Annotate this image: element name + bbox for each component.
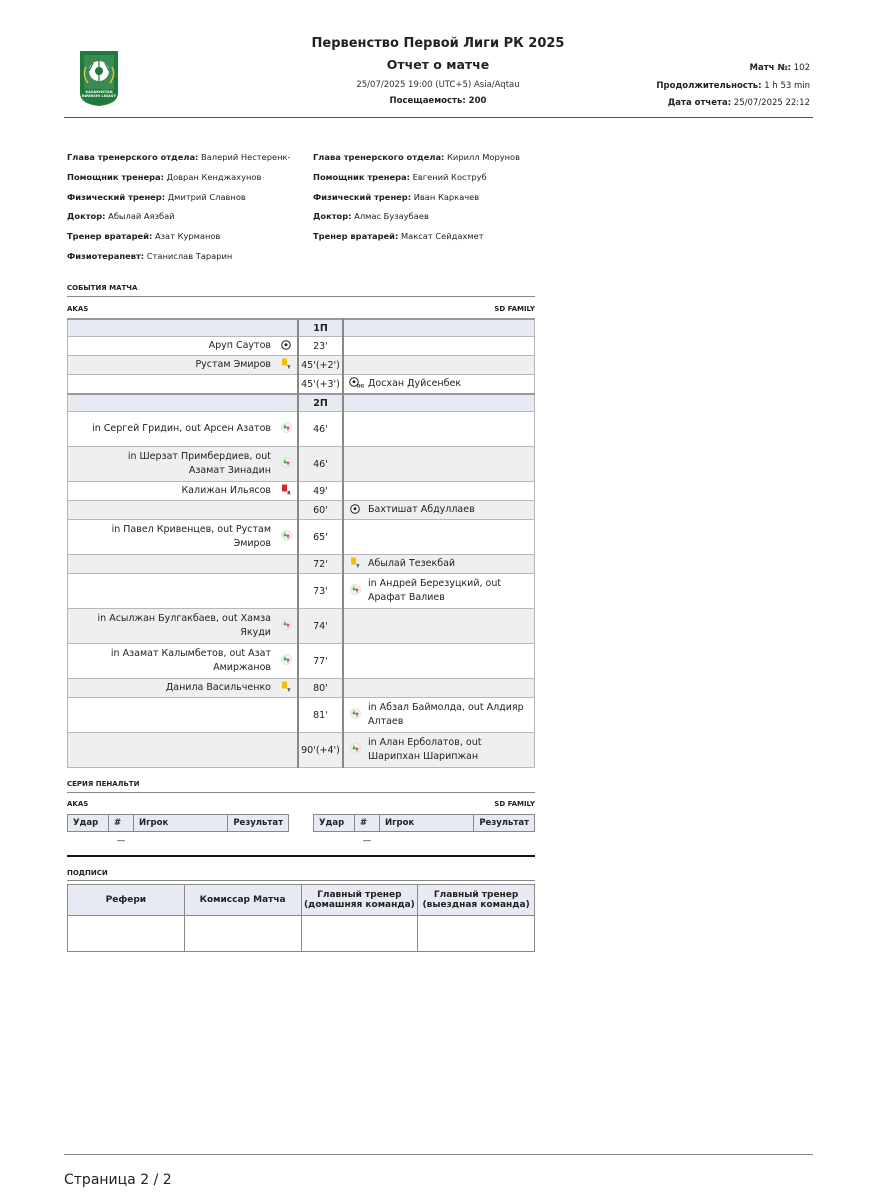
- sig-away-coach-box: [418, 916, 535, 952]
- yellow-card-icon: [281, 681, 292, 695]
- home-event-cell: [68, 644, 276, 679]
- header-divider: [64, 117, 813, 118]
- yellow-card-icon: [281, 358, 292, 372]
- event-row: [68, 609, 535, 644]
- away-event-cell: [366, 447, 535, 482]
- away-event-icon-cell: [343, 520, 366, 555]
- home-event-icon-cell: [275, 447, 298, 482]
- match-number-value: 102: [793, 63, 810, 73]
- goal-icon: [281, 340, 291, 353]
- home-event-text: Аруп Саутов: [208, 340, 271, 351]
- away-event-icon-cell: [343, 609, 366, 644]
- home-event-cell: [68, 337, 276, 356]
- svg-text:Y: Y: [355, 564, 360, 570]
- home-event-text: in Сергей Гридин, out Арсен Азатов: [92, 423, 271, 434]
- col-result: Результат: [474, 815, 535, 832]
- away-event-icon-cell: [343, 555, 366, 574]
- half-left-cell: [68, 394, 299, 412]
- away-event-icon-cell: [343, 447, 366, 482]
- away-event-icon-cell: [343, 337, 366, 356]
- match-number: [750, 63, 810, 73]
- logo-text: KAZAKHSTAN BIRINSHI LIGASY: [82, 90, 116, 99]
- event-minute: 72': [298, 555, 343, 574]
- away-event-icon-cell: [343, 733, 366, 768]
- away-staff-list: [313, 152, 520, 251]
- penalties-divider: [67, 792, 535, 793]
- svg-text:Y: Y: [286, 688, 291, 694]
- event-row: [68, 356, 535, 375]
- away-event-cell: [366, 520, 535, 555]
- penalties-away-team: SD FAMILY: [494, 800, 535, 808]
- away-event-icon-cell: [343, 574, 366, 609]
- event-minute: 90'(+4'): [298, 733, 343, 768]
- home-event-icon-cell: [275, 644, 298, 679]
- event-minute: 81': [298, 698, 343, 733]
- events-divider: [67, 296, 535, 297]
- yellow-card-icon: [350, 557, 361, 571]
- penalties-bottom-rule: [67, 855, 535, 857]
- substitution-icon: [281, 619, 292, 633]
- col-kick: Удар: [68, 815, 109, 832]
- penalties-home-team: AKAS: [67, 800, 89, 808]
- substitution-icon: [281, 654, 292, 668]
- home-event-text: Калижан Ильясов: [181, 485, 271, 496]
- away-event-icon-cell: [343, 356, 366, 375]
- event-minute: 73': [298, 574, 343, 609]
- half-label: 1П: [298, 319, 343, 337]
- home-penalty-table: [67, 814, 289, 850]
- event-minute: 60': [298, 501, 343, 520]
- away-event-icon-cell: [343, 482, 366, 501]
- event-minute: 23': [298, 337, 343, 356]
- substitution-icon: [281, 422, 292, 436]
- away-event-cell: [366, 375, 535, 395]
- away-event-cell: [366, 337, 535, 356]
- home-staff-row: Помощник тренера: Довран Кенджахунов: [67, 171, 262, 182]
- page-number: Страница 2 / 2: [64, 1172, 172, 1188]
- home-staff-row: Физический тренер: Дмитрий Славнов: [67, 191, 246, 202]
- home-staff-row: Глава тренерского отдела: Валерий Нестеренк-: [67, 152, 291, 162]
- event-row: [68, 447, 535, 482]
- footer-divider: [64, 1154, 813, 1155]
- home-event-cell: [68, 501, 276, 520]
- home-event-text: Рустам Эмиров: [195, 359, 271, 370]
- event-minute: 45'(+2'): [298, 356, 343, 375]
- half-1-header: [68, 319, 535, 337]
- col-player: Игрок: [134, 815, 228, 832]
- home-event-icon-cell: [275, 412, 298, 447]
- event-row: [68, 501, 535, 520]
- home-event-icon-cell: [275, 733, 298, 768]
- home-event-cell: [68, 679, 276, 698]
- events-home-team: AKAS: [67, 305, 89, 313]
- events-away-team: SD FAMILY: [494, 305, 535, 313]
- away-event-cell: [366, 482, 535, 501]
- away-staff-row: Тренер вратарей: Максат Сейдахмет: [313, 231, 484, 242]
- away-event-icon-cell: [343, 412, 366, 447]
- events-section-title: СОБЫТИЯ МАТЧА: [67, 284, 138, 292]
- home-event-cell: [68, 375, 276, 395]
- away-penalty-table: [313, 814, 535, 850]
- home-event-icon-cell: [275, 698, 298, 733]
- home-event-cell: [68, 698, 276, 733]
- home-event-cell: [68, 447, 276, 482]
- penalties-section-title: СЕРИЯ ПЕНАЛЬТИ: [67, 780, 140, 788]
- half-2-header: [68, 394, 535, 412]
- substitution-icon: [350, 743, 361, 757]
- away-event-cell: [366, 609, 535, 644]
- away-event-text: Абылай Тезекбай: [368, 558, 456, 569]
- svg-text:OG: OG: [356, 384, 365, 390]
- home-event-icon-cell: [275, 520, 298, 555]
- away-event-icon-cell: [343, 698, 366, 733]
- home-staff-row: Тренер вратарей: Азат Курманов: [67, 231, 221, 242]
- home-event-cell: [68, 609, 276, 644]
- match-duration: [656, 81, 810, 91]
- signatures-divider: [67, 880, 535, 881]
- home-event-icon-cell: [275, 375, 298, 395]
- attendance: Посещаемость: 200: [389, 96, 487, 106]
- away-event-text: in Абзал Баймолда, out Алдияр Алтаев: [368, 702, 524, 727]
- half-right-cell: [343, 319, 535, 337]
- home-event-cell: [68, 356, 276, 375]
- sig-referee-box: [68, 916, 185, 952]
- home-event-cell: [68, 520, 276, 555]
- away-event-icon-cell: [343, 679, 366, 698]
- home-event-icon-cell: [275, 555, 298, 574]
- event-minute: 49': [298, 482, 343, 501]
- away-event-cell: [366, 679, 535, 698]
- red-card-icon: [281, 484, 292, 498]
- match-number-label: Матч №:: [749, 63, 792, 73]
- duration-value: 1 h 53 min: [764, 81, 810, 91]
- substitution-icon: [281, 457, 292, 471]
- goal-icon: [350, 504, 360, 517]
- home-event-text: in Асылжан Булгакбаев, out Хамза Якуди: [97, 613, 271, 638]
- event-row: [68, 574, 535, 609]
- report-subtitle: Отчет о матче: [386, 57, 490, 72]
- home-event-icon-cell: [275, 337, 298, 356]
- event-row: [68, 679, 535, 698]
- away-event-cell: [366, 574, 535, 609]
- home-penalty-empty: —: [116, 836, 126, 846]
- home-event-icon-cell: [275, 574, 298, 609]
- half-left-cell: [68, 319, 299, 337]
- match-datetime: 25/07/2025 19:00 (UTC+5) Asia/Aqtau: [356, 80, 520, 90]
- home-event-text: in Шерзат Примбердиев, out Азамат Зинадин: [127, 451, 271, 476]
- sig-home-coach-box: [301, 916, 418, 952]
- events-table: [67, 318, 535, 768]
- half-right-cell: [343, 394, 535, 412]
- half-label: 2П: [298, 394, 343, 412]
- event-minute: 46': [298, 447, 343, 482]
- home-event-text: in Павел Кривенцев, out Рустам Эмиров: [111, 524, 271, 549]
- away-event-cell: [366, 698, 535, 733]
- home-event-icon-cell: [275, 482, 298, 501]
- away-event-cell: [366, 501, 535, 520]
- event-minute: 46': [298, 412, 343, 447]
- event-row: [68, 412, 535, 447]
- event-row: [68, 733, 535, 768]
- home-event-cell: [68, 555, 276, 574]
- col-number: #: [355, 815, 380, 832]
- away-staff-row: Доктор: Алмас Бузаубаев: [313, 211, 429, 222]
- substitution-icon: [350, 708, 361, 722]
- event-row: [68, 482, 535, 501]
- col-kick: Удар: [314, 815, 355, 832]
- col-result: Результат: [228, 815, 289, 832]
- own-goal-icon: [349, 377, 365, 391]
- home-staff-list: [67, 152, 291, 271]
- home-event-text: in Азамат Калымбетов, out Азат Амиржанов: [110, 648, 271, 673]
- away-event-cell: [366, 356, 535, 375]
- substitution-icon: [350, 584, 361, 598]
- signatures-section-title: ПОДПИСИ: [67, 869, 108, 877]
- svg-text:Y: Y: [286, 365, 291, 371]
- sig-away-coach: Главный тренер (выездная команда): [418, 885, 535, 916]
- event-row: [68, 644, 535, 679]
- away-event-text: in Андрей Березуцкий, out Арафат Валиев: [368, 578, 502, 603]
- report-date: [668, 98, 810, 108]
- home-event-cell: [68, 733, 276, 768]
- col-player: Игрок: [380, 815, 474, 832]
- report-title: Первенство Первой Лиги РК 2025: [311, 36, 565, 51]
- event-row: [68, 337, 535, 356]
- home-event-icon-cell: [275, 501, 298, 520]
- substitution-icon: [281, 530, 292, 544]
- away-event-icon-cell: [343, 644, 366, 679]
- svg-text:R: R: [286, 491, 291, 497]
- event-minute: 74': [298, 609, 343, 644]
- home-event-icon-cell: [275, 356, 298, 375]
- sig-commissioner-box: [184, 916, 301, 952]
- home-event-icon-cell: [275, 679, 298, 698]
- away-event-cell: [366, 555, 535, 574]
- away-staff-row: Глава тренерского отдела: Кирилл Морунов: [313, 152, 521, 162]
- home-event-icon-cell: [275, 609, 298, 644]
- away-event-cell: [366, 412, 535, 447]
- home-event-cell: [68, 482, 276, 501]
- duration-label: Продолжительность:: [656, 81, 762, 91]
- event-minute: 45'(+3'): [298, 375, 343, 395]
- report-date-label: Дата отчета:: [667, 98, 732, 108]
- event-row: [68, 698, 535, 733]
- away-event-icon-cell: [343, 501, 366, 520]
- away-event-cell: [366, 733, 535, 768]
- sig-referee: Рефери: [68, 885, 185, 916]
- event-row: [68, 375, 535, 395]
- home-event-text: Данила Васильченко: [165, 682, 271, 693]
- away-staff-row: Помощник тренера: Евгений Коструб: [313, 171, 487, 182]
- home-event-cell: [68, 574, 276, 609]
- sig-commissioner: Комиссар Матча: [184, 885, 301, 916]
- col-number: #: [109, 815, 134, 832]
- event-row: [68, 520, 535, 555]
- home-staff-row: Доктор: Абылай Аязбай: [67, 211, 175, 222]
- away-event-text: Досхан Дуйсенбек: [368, 378, 462, 389]
- away-event-text: in Алан Ерболатов, out Шарипхан Шарипжан: [368, 737, 482, 762]
- away-staff-row: Физический тренер: Иван Каркачев: [313, 191, 480, 202]
- sig-home-coach: Главный тренер (домашняя команда): [301, 885, 418, 916]
- event-minute: 80': [298, 679, 343, 698]
- report-date-value: 25/07/2025 22:12: [733, 98, 810, 108]
- event-minute: 65': [298, 520, 343, 555]
- event-row: [68, 555, 535, 574]
- event-minute: 77': [298, 644, 343, 679]
- away-penalty-empty: —: [362, 836, 372, 846]
- away-event-cell: [366, 644, 535, 679]
- home-staff-row: Физиотерапевт: Станислав Тарарин: [67, 250, 233, 261]
- away-event-icon-cell: [343, 375, 366, 395]
- signatures-table: [67, 884, 535, 952]
- away-event-text: Бахтишат Абдуллаев: [368, 504, 475, 515]
- home-event-cell: [68, 412, 276, 447]
